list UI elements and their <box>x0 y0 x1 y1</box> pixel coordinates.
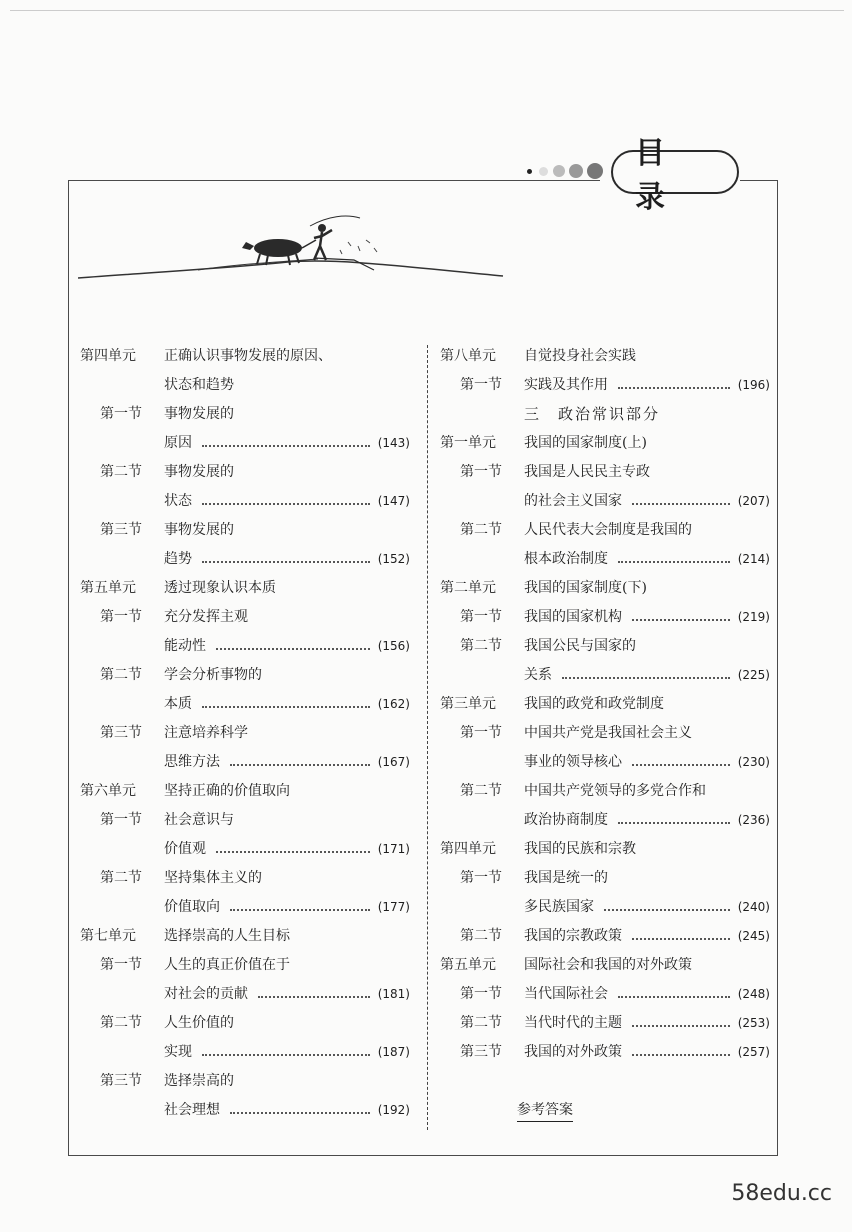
entry-title: 社会意识与 <box>164 812 234 828</box>
toc-entry <box>440 516 770 545</box>
page-number: (214) <box>737 552 770 566</box>
dot-leader <box>632 619 730 621</box>
entry-title: 政治协商制度 <box>524 812 608 828</box>
toc-entry <box>440 458 770 487</box>
entry-title: 正确认识事物发展的原因、 <box>164 348 332 364</box>
dot-leader <box>258 996 370 998</box>
toc-entry <box>440 1067 770 1096</box>
dot-leader <box>618 822 730 824</box>
toc-entry <box>80 893 410 922</box>
toc-entry <box>440 429 770 458</box>
dot-icon <box>539 167 548 176</box>
unit-label: 第四单元 <box>440 841 496 857</box>
unit-label: 第五单元 <box>440 957 496 973</box>
toc-entry <box>80 661 410 690</box>
section-label: 第一节 <box>460 609 502 625</box>
entry-title: 价值取向 <box>164 899 220 915</box>
section-label: 第二节 <box>460 522 502 538</box>
entry-title: 社会理想 <box>164 1102 220 1118</box>
entry-title: 事物发展的 <box>164 406 234 422</box>
page-number: (187) <box>377 1045 410 1059</box>
dot-icon <box>587 163 603 179</box>
dot-leader <box>230 764 370 766</box>
toc-entry <box>440 632 770 661</box>
dot-leader <box>230 1112 370 1114</box>
dot-leader <box>632 1025 730 1027</box>
unit-label: 第七单元 <box>80 928 136 944</box>
entry-title: 本质 <box>164 696 192 712</box>
toc-entry <box>80 864 410 893</box>
entry-title: 我国公民与国家的 <box>524 638 636 654</box>
unit-label: 第四单元 <box>80 348 136 364</box>
page-number: (230) <box>737 755 770 769</box>
section-label: 第二节 <box>460 783 502 799</box>
toc-entry <box>440 371 770 400</box>
toc-entry <box>80 429 410 458</box>
section-label: 第一节 <box>460 464 502 480</box>
entry-title: 我国的对外政策 <box>524 1044 622 1060</box>
section-label: 第三节 <box>460 1044 502 1060</box>
entry-title: 学会分析事物的 <box>164 667 262 683</box>
dot-leader <box>202 503 370 505</box>
entry-title: 实践及其作用 <box>524 377 608 393</box>
toc-entry <box>440 777 770 806</box>
page-number: (147) <box>377 494 410 508</box>
section-label: 第二节 <box>100 870 142 886</box>
section-label: 第三节 <box>100 522 142 538</box>
toc-entry <box>80 777 410 806</box>
watermark: 58edu.cc <box>731 1181 832 1206</box>
toc-header <box>525 136 755 215</box>
toc-entry <box>440 864 770 893</box>
dot-leader <box>618 387 730 389</box>
toc-entry <box>80 400 410 429</box>
section-label: 第二节 <box>100 464 142 480</box>
section-label: 第二节 <box>100 1015 142 1031</box>
entry-title: 当代国际社会 <box>524 986 608 1002</box>
toc-entry <box>80 951 410 980</box>
dot-leader <box>604 909 730 911</box>
toc-entry <box>80 1038 410 1067</box>
toc-entry <box>80 487 410 516</box>
toc-entry <box>80 603 410 632</box>
entry-title: 我国的政党和政党制度 <box>524 696 664 712</box>
page-number: (236) <box>737 813 770 827</box>
toc-entry <box>440 748 770 777</box>
toc-entry <box>80 632 410 661</box>
entry-title: 国际社会和我国的对外政策 <box>524 957 692 973</box>
entry-title: 坚持集体主义的 <box>164 870 262 886</box>
entry-title: 人生价值的 <box>164 1015 234 1031</box>
page-number: (253) <box>737 1016 770 1030</box>
page-number: (162) <box>377 697 410 711</box>
entry-title: 思维方法 <box>164 754 220 770</box>
entry-title: 能动性 <box>164 638 206 654</box>
dot-leader <box>202 445 370 447</box>
toc-entry <box>80 690 410 719</box>
unit-label: 第二单元 <box>440 580 496 596</box>
dot-leader <box>618 561 730 563</box>
dot-leader <box>202 706 370 708</box>
toc-entry <box>440 690 770 719</box>
entry-title: 选择崇高的人生目标 <box>164 928 290 944</box>
dot-leader <box>632 764 730 766</box>
entry-title: 实现 <box>164 1044 192 1060</box>
entry-title: 关系 <box>524 667 552 683</box>
section-label: 第二节 <box>100 667 142 683</box>
page-number: (219) <box>737 610 770 624</box>
entry-title: 事物发展的 <box>164 522 234 538</box>
entry-title: 人生的真正价值在于 <box>164 957 290 973</box>
toc-entry <box>80 516 410 545</box>
entry-title: 根本政治制度 <box>524 551 608 567</box>
toc-entry <box>440 1038 770 1067</box>
page-number: (196) <box>737 378 770 392</box>
entry-title: 坚持正确的价值取向 <box>164 783 290 799</box>
page-number: (143) <box>377 436 410 450</box>
entry-title: 状态 <box>164 493 192 509</box>
toc-entry <box>440 400 770 429</box>
page-number: (207) <box>737 494 770 508</box>
section-label: 第二节 <box>460 1015 502 1031</box>
entry-title: 我国的国家制度(下) <box>524 580 647 596</box>
toc-entry <box>80 1009 410 1038</box>
toc-entry <box>440 661 770 690</box>
entry-title: 事业的领导核心 <box>524 754 622 770</box>
entry-title: 我国的国家制度(上) <box>524 435 647 451</box>
toc-right-column <box>440 342 770 1125</box>
toc-entry <box>80 922 410 951</box>
dot-icon <box>569 164 583 178</box>
dot-leader <box>216 851 370 853</box>
toc-entry <box>80 748 410 777</box>
section-label: 第三节 <box>100 1073 142 1089</box>
toc-entry <box>440 922 770 951</box>
dot-leader <box>632 1054 730 1056</box>
page-number: (171) <box>377 842 410 856</box>
toc-entry <box>440 835 770 864</box>
scan-top-edge <box>10 10 844 11</box>
dot-leader <box>632 938 730 940</box>
entry-title: 事物发展的 <box>164 464 234 480</box>
toc-entry <box>80 458 410 487</box>
entry-title: 选择崇高的 <box>164 1073 234 1089</box>
page-number: (177) <box>377 900 410 914</box>
entry-title: 价值观 <box>164 841 206 857</box>
toc-entry <box>80 719 410 748</box>
page-number: (181) <box>377 987 410 1001</box>
entry-title: 对社会的贡献 <box>164 986 248 1002</box>
toc-entry <box>80 545 410 574</box>
entry-title: 趋势 <box>164 551 192 567</box>
dot-leader <box>618 996 730 998</box>
section-label: 第一节 <box>100 406 142 422</box>
section-label: 第三节 <box>100 725 142 741</box>
entry-title: 的社会主义国家 <box>524 493 622 509</box>
dot-leader <box>216 648 370 650</box>
toc-entry <box>440 893 770 922</box>
toc-entry <box>80 806 410 835</box>
entry-title: 中国共产党是我国社会主义 <box>524 725 692 741</box>
toc-entry <box>80 371 410 400</box>
section-label: 第一节 <box>100 609 142 625</box>
entry-title: 透过现象认识本质 <box>164 580 276 596</box>
section-label: 第一节 <box>460 377 502 393</box>
toc-entry <box>80 574 410 603</box>
toc-entry <box>80 1067 410 1096</box>
toc-entry <box>80 980 410 1009</box>
dot-leader <box>202 561 370 563</box>
unit-label: 第八单元 <box>440 348 496 364</box>
column-divider <box>427 345 428 1130</box>
entry-title: 原因 <box>164 435 192 451</box>
toc-entry <box>440 806 770 835</box>
page-number: (192) <box>377 1103 410 1117</box>
toc-entry <box>80 342 410 371</box>
unit-label: 第五单元 <box>80 580 136 596</box>
toc-entry <box>80 1096 410 1125</box>
page-number: (167) <box>377 755 410 769</box>
section-label: 第二节 <box>460 638 502 654</box>
page-number: (225) <box>737 668 770 682</box>
entry-title: 自觉投身社会实践 <box>524 348 636 364</box>
entry-title: 我国是人民民主专政 <box>524 464 650 480</box>
section-label: 第一节 <box>100 812 142 828</box>
page-number: (245) <box>737 929 770 943</box>
dot-icon <box>527 169 532 174</box>
entry-title: 人民代表大会制度是我国的 <box>524 522 692 538</box>
toc-entry <box>440 980 770 1009</box>
section-label: 第二节 <box>460 928 502 944</box>
entry-title: 我国的宗教政策 <box>524 928 622 944</box>
toc-entry <box>440 603 770 632</box>
page-number: (156) <box>377 639 410 653</box>
entry-title: 充分发挥主观 <box>164 609 248 625</box>
part-heading: 三 政治常识部分 <box>524 405 661 423</box>
page-number: (152) <box>377 552 410 566</box>
toc-entry <box>440 545 770 574</box>
toc-entry <box>440 487 770 516</box>
entry-title: 多民族国家 <box>524 899 594 915</box>
toc-entry <box>440 951 770 980</box>
section-label: 第一节 <box>460 725 502 741</box>
entry-title: 我国的国家机构 <box>524 609 622 625</box>
toc-entry <box>440 574 770 603</box>
section-label: 第一节 <box>100 957 142 973</box>
dot-icon <box>553 165 565 177</box>
toc-entry <box>440 1096 770 1125</box>
page-number: (257) <box>737 1045 770 1059</box>
entry-title: 我国的民族和宗教 <box>524 841 636 857</box>
toc-entry <box>440 719 770 748</box>
entry-title: 状态和趋势 <box>164 377 234 393</box>
answer-key-heading: 参考答案 <box>517 1099 573 1122</box>
section-label: 第一节 <box>460 870 502 886</box>
toc-left-column <box>80 342 410 1125</box>
toc-entry <box>440 1009 770 1038</box>
dot-leader <box>230 909 370 911</box>
dot-leader <box>202 1054 370 1056</box>
page-number: (248) <box>737 987 770 1001</box>
page-title: 目录 <box>611 150 739 194</box>
entry-title: 注意培养科学 <box>164 725 248 741</box>
toc-entry <box>440 342 770 371</box>
unit-label: 第六单元 <box>80 783 136 799</box>
unit-label: 第一单元 <box>440 435 496 451</box>
farmer-ox-illustration <box>78 212 508 287</box>
page-number: (240) <box>737 900 770 914</box>
dot-leader <box>562 677 730 679</box>
toc-entry <box>80 835 410 864</box>
entry-title: 中国共产党领导的多党合作和 <box>524 783 706 799</box>
entry-title: 我国是统一的 <box>524 870 608 886</box>
entry-title: 当代时代的主题 <box>524 1015 622 1031</box>
section-label: 第一节 <box>460 986 502 1002</box>
unit-label: 第三单元 <box>440 696 496 712</box>
dot-leader <box>632 503 730 505</box>
